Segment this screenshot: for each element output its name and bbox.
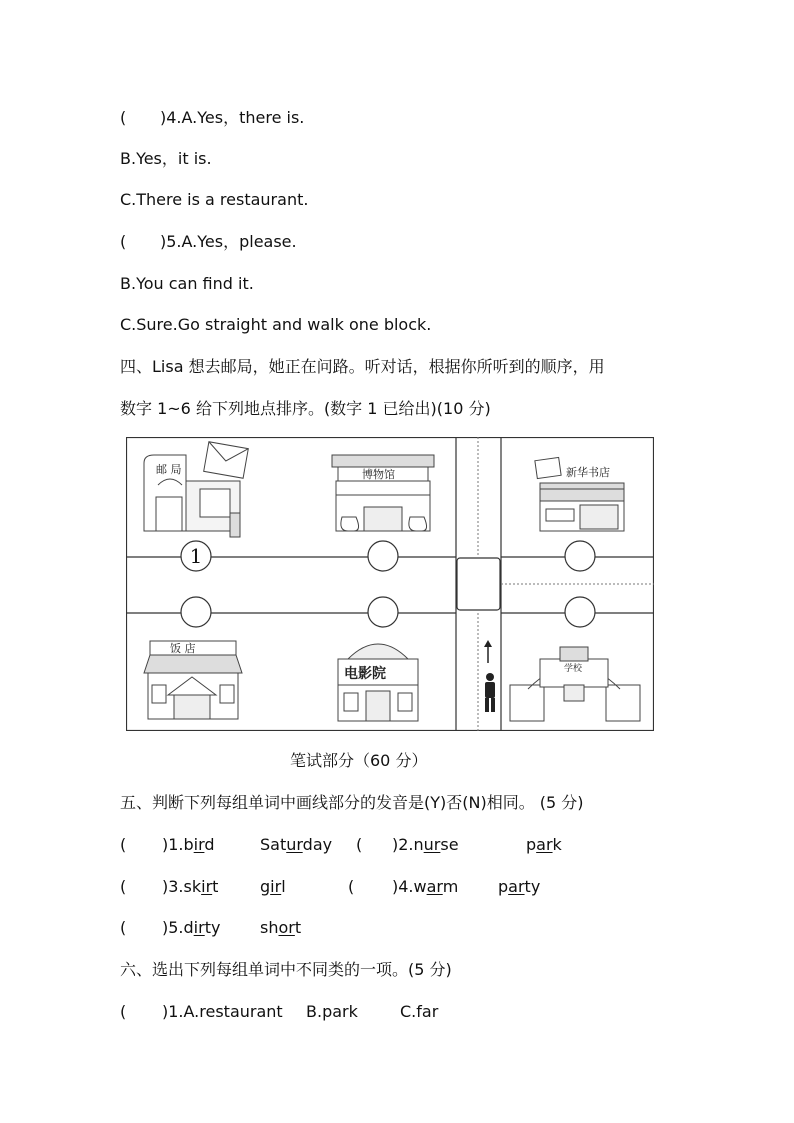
svg-text:1: 1: [189, 544, 203, 568]
answer-circle[interactable]: [565, 541, 595, 571]
option-b: B.Yes，it is.: [120, 149, 212, 168]
restaurant-building: [144, 641, 242, 719]
answer-blank[interactable]: (: [120, 918, 127, 937]
answer-circle[interactable]: [368, 597, 398, 627]
answer-blank[interactable]: (: [120, 108, 127, 127]
answer-blank[interactable]: (: [120, 232, 127, 251]
answer-circle[interactable]: [181, 541, 211, 571]
answer-blank[interactable]: (: [348, 877, 355, 896]
question-4: ( )4.A.Yes，there is.: [120, 108, 305, 127]
question-5: ( )5.A.Yes，please.: [120, 232, 297, 251]
option-c: C.There is a restaurant.: [120, 190, 309, 209]
written-part-caption: 笔试部分（60 分）: [290, 751, 428, 770]
svg-text:博物馆: 博物馆: [362, 468, 395, 481]
svg-text:学校: 学校: [564, 664, 583, 674]
svg-text:新华书店: 新华书店: [566, 466, 610, 479]
section-4-instruction-line2: 数字 1~6 给下列地点排序。(数字 1 已给出)(10 分): [120, 399, 491, 418]
answer-blank[interactable]: (: [120, 1002, 127, 1021]
option-a: 5.A.Yes，please.: [166, 232, 297, 251]
svg-text:饭 店: 饭 店: [170, 642, 196, 655]
answer-blank[interactable]: (: [120, 877, 127, 896]
svg-text:邮 局: 邮 局: [156, 463, 182, 476]
answer-blank[interactable]: (: [356, 835, 363, 854]
street-map: [126, 437, 654, 731]
answer-blank[interactable]: (: [120, 835, 127, 854]
section-6-title: 六、选出下列每组单词中不同类的一项。(5 分): [120, 960, 452, 979]
section-4-instruction-line1: 四、Lisa 想去邮局，她正在问路。听对话，根据你所听到的顺序，用: [120, 357, 605, 376]
option-b: B.You can find it.: [120, 274, 254, 293]
svg-text:电影院: 电影院: [344, 666, 386, 682]
museum-building: [332, 455, 434, 531]
answer-circle[interactable]: [565, 597, 595, 627]
option-c: C.Sure.Go straight and walk one block.: [120, 315, 432, 334]
answer-circle[interactable]: [368, 541, 398, 571]
answer-circle[interactable]: [181, 597, 211, 627]
option-a: 4.A.Yes，there is.: [166, 108, 305, 127]
section-5-title: 五、判断下列每组单词中画线部分的发音是(Y)否(N)相同。 (5 分): [120, 793, 584, 812]
